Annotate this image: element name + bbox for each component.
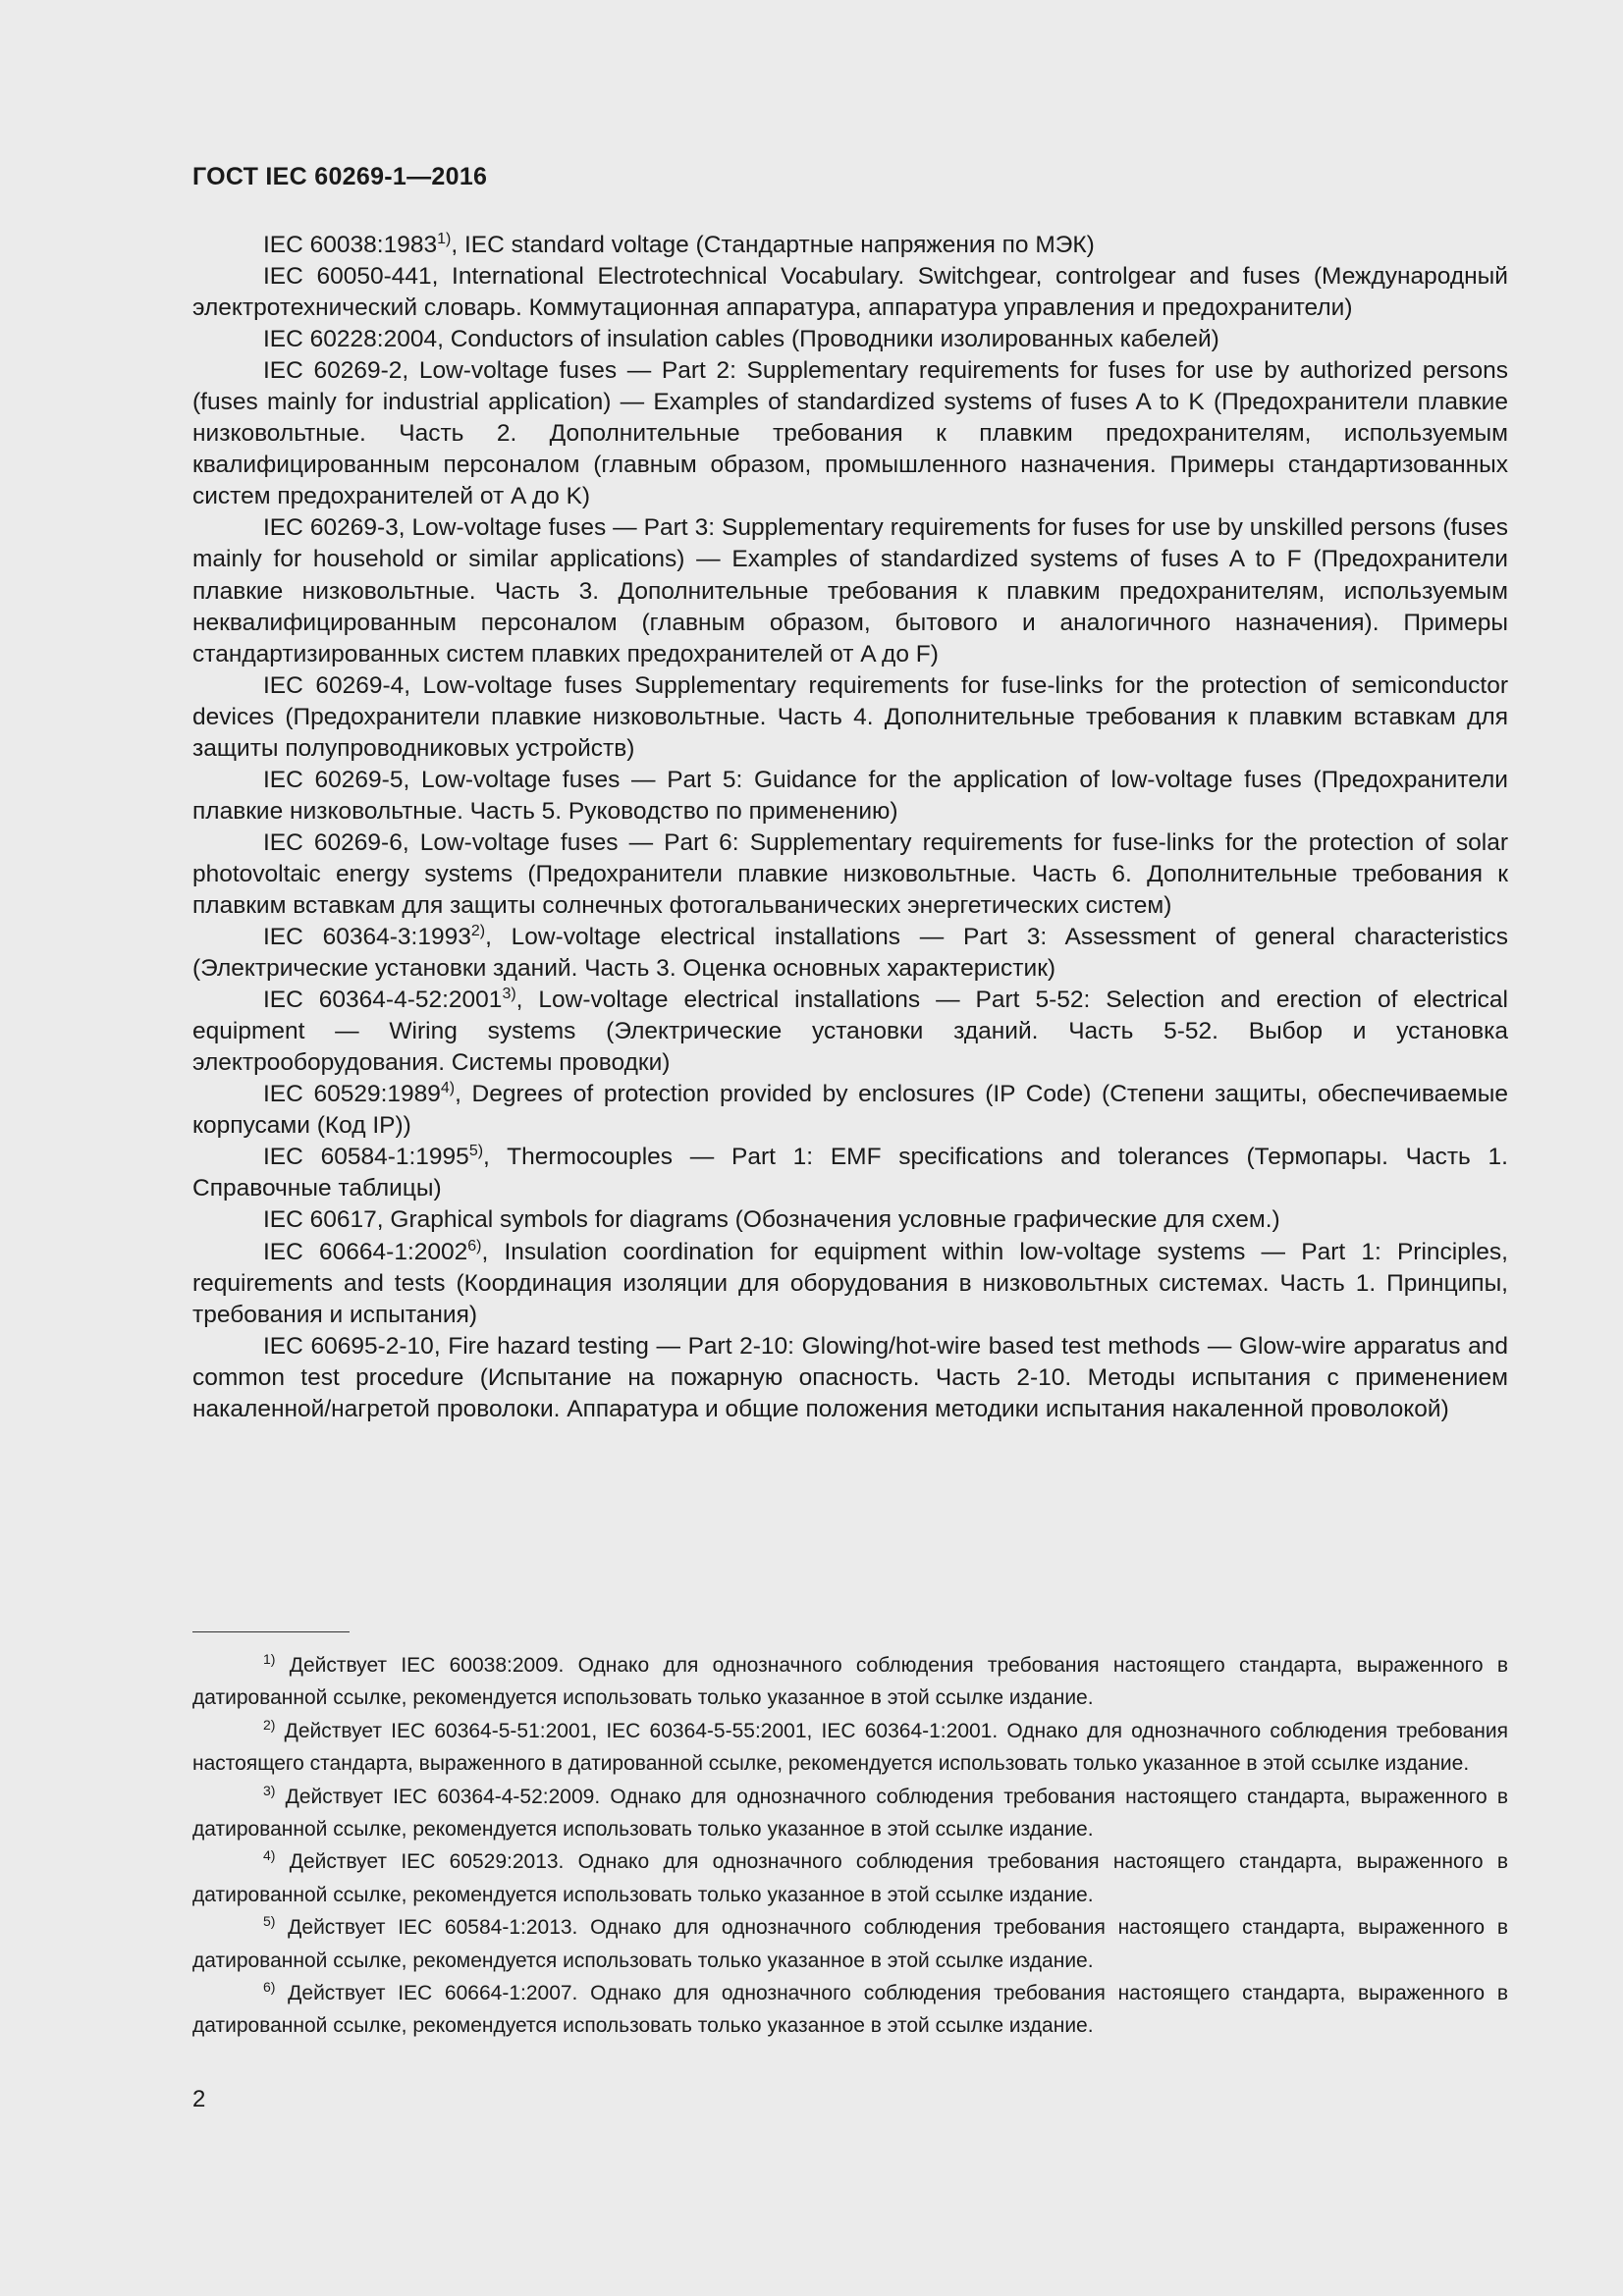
footnote-text: Действует IEC 60038:2009. Однако для однозначного соблюдения требования настоящего стандарта, выраженного в датированной ссылке, рекомендуется использовать только указанное в этой ссылке издание. — [192, 1654, 1508, 1710]
reference-code: IEC 60529:1989 — [263, 1081, 441, 1108]
reference-code: IEC 60269-4 — [263, 671, 405, 699]
reference-title: , Conductors of insulation cables (Проводники изолированных кабелей) — [437, 326, 1219, 353]
footnote — [192, 1977, 1508, 2043]
reference-code: IEC 60364-3:1993 — [263, 924, 471, 951]
reference-code: IEC 60228:2004 — [263, 326, 438, 353]
reference-title: , Low-voltage fuses — Part 5: Guidance for the application of low-voltage fuses (Предохранители плавкие низковольтные. Часть 5. Руководство по применению) — [192, 766, 1508, 825]
footnote-text: Действует IEC 60584-1:2013. Однако для однозначного соблюдения требования настоящего стандарта, выраженного в датированной ссылке, рекомендуется использовать только указанное в этой ссылке издание. — [192, 1916, 1508, 1972]
reference-item — [192, 512, 1508, 669]
reference-title: , International Electrotechnical Vocabulary. Switchgear, controlgear and fuses (Международный электротехнический словарь. Коммутационная аппаратура, аппаратура управления и предохранители) — [192, 263, 1508, 322]
reference-code: IEC 60269-3 — [263, 514, 399, 542]
reference-item — [192, 828, 1508, 922]
reference-item — [192, 1204, 1508, 1236]
footnote-marker: 5) — [468, 1143, 484, 1160]
footnotes — [192, 1649, 1508, 2043]
footnote-marker: 1) — [437, 230, 452, 247]
reference-title: , Low-voltage fuses — Part 6: Supplementary requirements for fuse-links for the protection of solar photovoltaic energy systems (Предохранители плавкие низковольтные. Часть 6. Дополнительные требования к плавким вставкам для защиты солнечных фотогальванических энергетических систем) — [192, 828, 1508, 919]
footnote — [192, 1649, 1508, 1715]
reference-item — [192, 1331, 1508, 1425]
reference-title: , Low-voltage fuses — Part 3: Supplementary requirements for fuses for use by unskilled persons (fuses mainly for household or similar applications) — Examples of standardized systems of fuses A to F (Предохранители плавкие низковольтные. Часть 3. Дополнительные требования к плавким предохранителям, используемым неквалифицированным персоналом (главным образом, бытового и аналогичного назначения). Примеры стандартизированных систем плавких предохранителей от A до F) — [192, 514, 1508, 667]
reference-title: , Graphical symbols for diagrams (Обозначения условные графические для схем.) — [376, 1206, 1280, 1234]
footnote-marker: 3) — [263, 1782, 276, 1798]
reference-title: , Fire hazard testing — Part 2-10: Glowing/hot-wire based test methods — Glow-wire apparatus and common test procedure (Испытание на пожарную опасность. Часть 2-10. Методы испытания с применением накаленной/нагретой проволоки. Аппаратура и общие положения методики испытания накаленной проволокой) — [192, 1332, 1508, 1422]
reference-item — [192, 1237, 1508, 1331]
reference-code: IEC 60617 — [263, 1206, 377, 1234]
page-number: 2 — [192, 2086, 206, 2112]
footnote — [192, 1845, 1508, 1911]
reference-code: IEC 60269-6 — [263, 828, 403, 856]
reference-code: IEC 60664-1:2002 — [263, 1238, 468, 1265]
footnote-marker: 6) — [263, 1979, 276, 1996]
footnote-marker: 4) — [263, 1847, 276, 1864]
footnote-separator — [192, 1631, 350, 1632]
footnote-marker: 3) — [502, 985, 516, 1002]
reference-code: IEC 60364-4-52:2001 — [263, 987, 503, 1014]
reference-item — [192, 985, 1508, 1079]
reference-item — [192, 261, 1508, 324]
footnote-marker: 4) — [440, 1080, 456, 1097]
reference-title: , IEC standard voltage (Стандартные напряжения по МЭК) — [451, 232, 1095, 258]
reference-title: , Low-voltage fuses Supplementary requirements for fuse-links for the protection of semiconductor devices (Предохранители плавкие низковольтные. Часть 4. Дополнительные требования к плавким вставкам для защиты полупроводниковых устройств) — [192, 671, 1508, 762]
footnote-marker: 1) — [263, 1651, 276, 1667]
normative-references — [192, 230, 1508, 1425]
footnote-text: Действует IEC 60529:2013. Однако для однозначного соблюдения требования настоящего стандарта, выраженного в датированной ссылке, рекомендуется использовать только указанное в этой ссылке издание. — [192, 1850, 1508, 1906]
reference-title: , Low-voltage fuses — Part 2: Supplementary requirements for fuses for use by authorized persons (fuses mainly for industrial application) — Examples of standardized systems of fuses A to K (Предохранители плавкие низковольтные. Часть 2. Дополнительные требования к плавким предохранителям, используемым квалифицированным персоналом (главным образом, промышленного назначения. Примеры стандартизованных систем предохранителей от A до K) — [192, 357, 1508, 510]
reference-code: IEC 60050-441 — [263, 263, 432, 291]
footnote-text: Действует IEC 60664-1:2007. Однако для однозначного соблюдения требования настоящего стандарта, выраженного в датированной ссылке, рекомендуется использовать только указанное в этой ссылке издание. — [192, 1982, 1508, 2038]
reference-item — [192, 670, 1508, 765]
document-header: ГОСТ IEC 60269-1—2016 — [192, 163, 488, 190]
reference-title: , Low-voltage electrical installations — Part 5-52: Selection and erection of electrical equipment — Wiring systems (Электрические установки зданий. Часть 5-52. Выбор и установка электрооборудования. Системы проводки) — [192, 987, 1509, 1077]
reference-title: , Insulation coordination for equipment within low-voltage systems — Part 1: Principles, requirements and tests (Координация изоляции для оборудования в низковольтных системах. Часть 1. Принципы, требования и испытания) — [192, 1238, 1508, 1328]
reference-item — [192, 1142, 1508, 1204]
footnote — [192, 1781, 1508, 1846]
footnote — [192, 1911, 1508, 1977]
reference-title: , Degrees of protection provided by enclosures (IP Code) (Степени защиты, обеспечиваемые корпусами (Код IP)) — [192, 1081, 1508, 1140]
reference-item — [192, 922, 1508, 985]
footnote-marker: 2) — [263, 1716, 276, 1733]
footnote — [192, 1715, 1508, 1781]
reference-item — [192, 765, 1508, 828]
reference-item — [192, 230, 1508, 261]
footnote-text: Действует IEC 60364-5-51:2001, IEC 60364-5-55:2001, IEC 60364-1:2001. Однако для однозначного соблюдения требования настоящего стандарта, выраженного в датированной ссылке, рекомендуется использовать только указанное в этой ссылке издание. — [192, 1719, 1508, 1776]
reference-code: IEC 60584-1:1995 — [263, 1144, 469, 1171]
reference-title: , Thermocouples — Part 1: EMF specifications and tolerances (Термопары. Часть 1. Справочные таблицы) — [192, 1144, 1508, 1202]
reference-item — [192, 355, 1508, 512]
reference-title: , Low-voltage electrical installations — Part 3: Assessment of general characteristics (Электрические установки зданий. Часть 3. Оценка основных характеристик) — [192, 924, 1509, 983]
footnote-text: Действует IEC 60364-4-52:2009. Однако для однозначного соблюдения требования настоящего стандарта, выраженного в датированной ссылке, рекомендуется использовать только указанное в этой ссылке издание. — [192, 1785, 1508, 1842]
reference-code: IEC 60269-2 — [263, 357, 403, 385]
footnote-marker: 2) — [470, 922, 486, 939]
reference-code: IEC 60038:1983 — [263, 232, 438, 258]
reference-item — [192, 1079, 1508, 1142]
reference-item — [192, 324, 1508, 355]
footnote-marker: 6) — [467, 1237, 482, 1255]
reference-code: IEC 60269-5 — [263, 766, 404, 793]
footnote-marker: 5) — [263, 1913, 276, 1930]
reference-code: IEC 60695-2-10 — [263, 1332, 434, 1360]
